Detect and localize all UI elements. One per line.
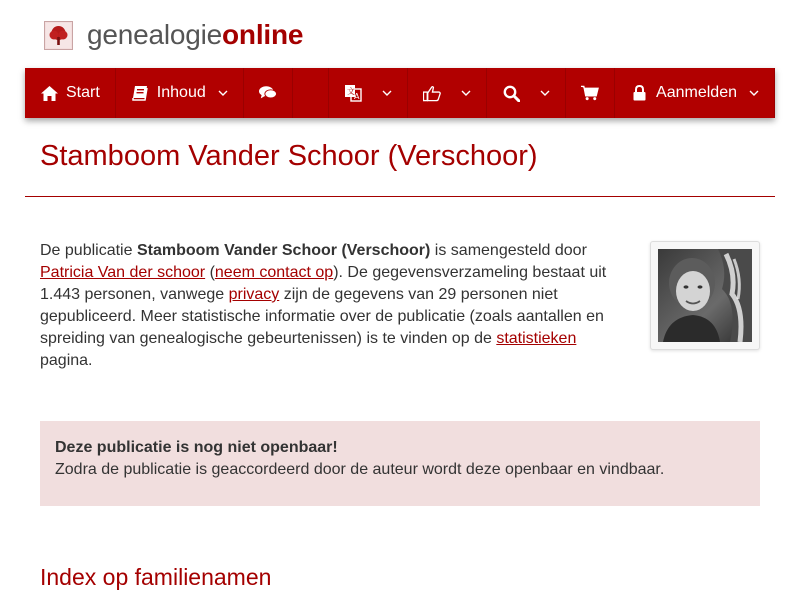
- book-icon: [131, 84, 149, 102]
- author-link[interactable]: Patricia Van der schoor: [40, 264, 206, 281]
- chevron-down-icon: [218, 88, 228, 98]
- alert-title: Deze publicatie is nog niet openbaar!: [55, 439, 338, 456]
- logo-text-light: genealogie: [87, 19, 223, 50]
- home-icon: [40, 84, 58, 102]
- nav-inhoud-label: Inhoud: [156, 84, 206, 101]
- alert-text: Zodra de publicatie is geaccordeerd door de auteur wordt deze openbaar en vindbaar.: [55, 461, 665, 478]
- page-title: Stamboom Vander Schoor (Verschoor): [40, 140, 538, 172]
- chevron-down-icon: [461, 88, 471, 98]
- intro-text-4: ). De gegevensverzameling bestaat uit 1.443 personen, vanwege: [40, 264, 607, 303]
- lock-icon: [630, 84, 648, 102]
- intro-text-2: is samengesteld door: [430, 242, 587, 259]
- intro-text-3: (: [205, 264, 215, 281]
- publication-intro: [40, 240, 620, 372]
- contact-link[interactable]: neem contact op: [214, 264, 334, 281]
- privacy-link[interactable]: privacy: [228, 286, 280, 303]
- nav-language[interactable]: [329, 68, 408, 118]
- chevron-down-icon: [382, 88, 392, 98]
- nav-search[interactable]: [487, 68, 566, 118]
- svg-text:A: A: [354, 92, 360, 101]
- nav-spacer: [293, 68, 329, 118]
- main-navbar: [25, 68, 775, 118]
- section-title-family-index: Index op familienamen: [40, 564, 272, 590]
- nav-aanmelden-label: Aanmelden: [656, 84, 737, 101]
- statistics-link[interactable]: statistieken: [496, 330, 577, 347]
- chevron-down-icon: [749, 88, 759, 98]
- site-logo[interactable]: [44, 18, 303, 52]
- nav-start-label: Start: [66, 84, 100, 101]
- tree-logo-icon: [44, 21, 73, 50]
- nav-share[interactable]: [408, 68, 487, 118]
- publication-name: Stamboom Vander Schoor (Verschoor): [136, 242, 431, 259]
- intro-text-6: pagina.: [40, 352, 93, 369]
- comments-icon: [259, 84, 277, 102]
- author-photo: [658, 249, 752, 342]
- not-public-alert: [40, 421, 760, 506]
- logo-text-strong: online: [222, 19, 304, 50]
- thumbs-up-icon: [423, 84, 441, 102]
- nav-cart[interactable]: [566, 68, 615, 118]
- intro-text-1: De publicatie: [40, 242, 137, 259]
- nav-inhoud[interactable]: [116, 68, 244, 118]
- nav-aanmelden[interactable]: [615, 68, 775, 118]
- nav-start[interactable]: [25, 68, 116, 118]
- chevron-down-icon: [540, 88, 550, 98]
- title-divider: [25, 196, 775, 197]
- svg-text:文: 文: [347, 87, 356, 96]
- search-icon: [502, 84, 520, 102]
- nav-comments[interactable]: [244, 68, 293, 118]
- shopping-cart-icon: [581, 84, 599, 102]
- intro-text-5: zijn de gegevens van 29 personen niet gepubliceerd. Meer statistische informatie over de publicatie (zoals aantallen en spreiding van genealogische gebeurtenissen) is te vinden op de: [40, 286, 604, 347]
- translate-icon: [344, 84, 362, 102]
- author-avatar[interactable]: [650, 241, 760, 350]
